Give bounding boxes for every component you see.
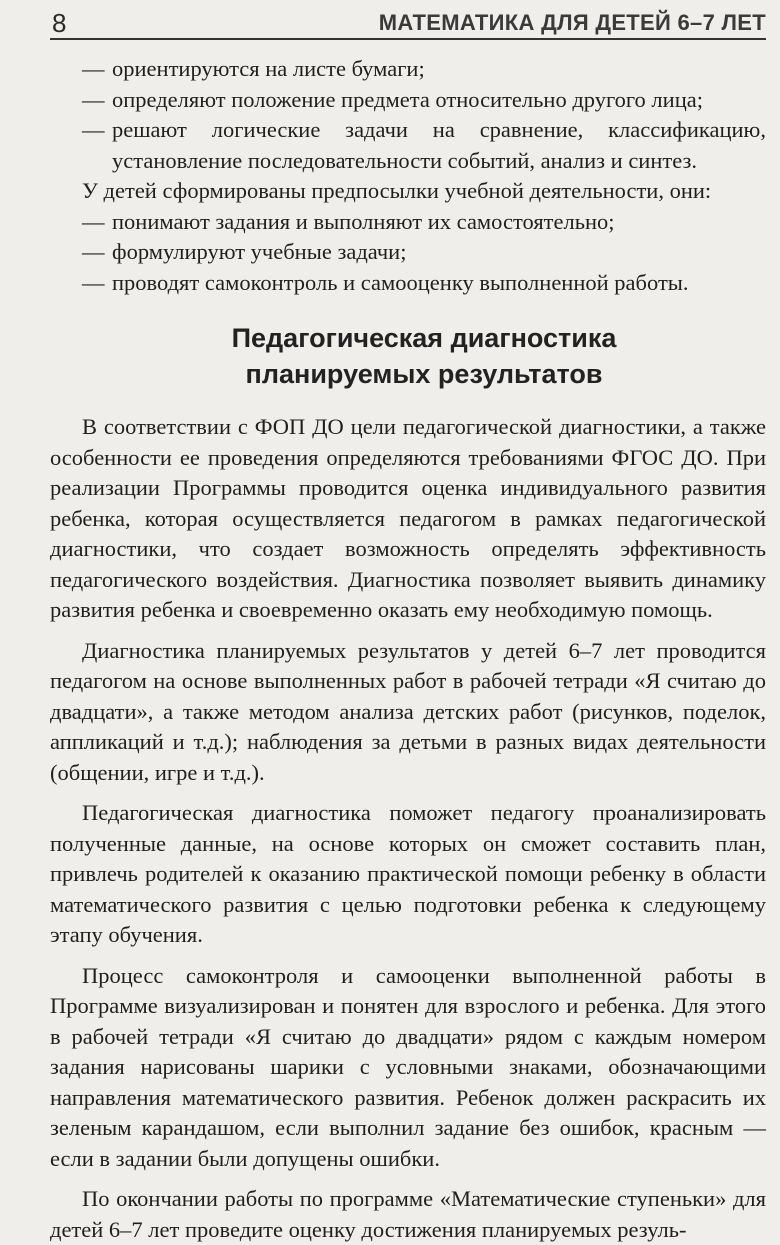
running-header (50, 0, 766, 40)
section-title (82, 320, 766, 392)
paragraph: Диагностика планируемых результатов у детей 6–7 лет проводится педагогом на основе выполненных работ в рабочей тетради «Я считаю до двадцати», а также методом анализа детских работ (рисунков, поделок, аппликаций и т.д.); наблюдения за детьми в разных видах деятельности (общении, игре и т.д.). (50, 637, 766, 785)
list-item: — ориентируются на листе бумаги; (82, 54, 766, 85)
list-item: — проводят самоконтроль и самооценку выполненной работы. (82, 268, 766, 299)
paragraph: Педагогическая диагностика поможет педагогу проанализировать полученные данные, на основе которых он сможет составить план, привлечь родителей к оказанию практической помощи ребенку в области математического развития с целью подготовки ребенка к следующему этапу обучения. (50, 800, 766, 947)
list-item: — понимают задания и выполняют их самостоятельно; (82, 207, 766, 238)
list-item: — решают логические задачи на сравнение, классификацию, установление последовательности событий, анализ и синтез. (82, 115, 766, 176)
page-number: 8 (52, 8, 67, 38)
page-content (50, 54, 766, 1245)
list-item: — определяют положение предмета относительно другого лица; (82, 85, 766, 116)
paragraph: По окончании работы по программе «Математические ступеньки» для детей 6–7 лет проведите оценку достижения планируемых резуль- (50, 1186, 766, 1242)
paragraph: Процесс самоконтроля и самооценки выполненной работы в Программе визуализирован и понятен для взрослого и ребенка. Для этого в рабочей тетради «Я считаю до двадцати» рядом с каждым номером задания нарисованы шарики с условными знаками, обозначающими направления математического развития. Ребенок должен раскрасить их зеленым карандашом, если выполнил задание без ошибок, красным — если в задании были допущены ошибки. (50, 962, 766, 1171)
prerequisites-list (82, 207, 766, 299)
section-title-line: планируемых результатов (245, 359, 603, 389)
lead-block (50, 176, 766, 207)
body-text (50, 412, 766, 1245)
section-title-line: Педагогическая диагностика (231, 323, 617, 353)
list-item: — формулируют учебные задачи; (82, 237, 766, 268)
skills-list (82, 54, 766, 176)
lead-paragraph: У детей сформированы предпосылки учебной деятельности, они: (82, 178, 712, 203)
running-title: МАТЕМАТИКА ДЛЯ ДЕТЕЙ 6–7 ЛЕТ (378, 10, 766, 35)
paragraph: В соответствии с ФОП ДО цели педагогической диагностики, а также особенности ее проведения определяются требованиями ФГОС ДО. При реализации Программы проводится оценка индивидуального развития ребенка, которая осуществляется педагогом в рамках педагогической диагностики, что создает возможность определять эффективность педагогического воздействия. Диагностика позволяет выявить динамику развития ребенка и своевременно оказать ему необходимую помощь. (50, 414, 766, 622)
